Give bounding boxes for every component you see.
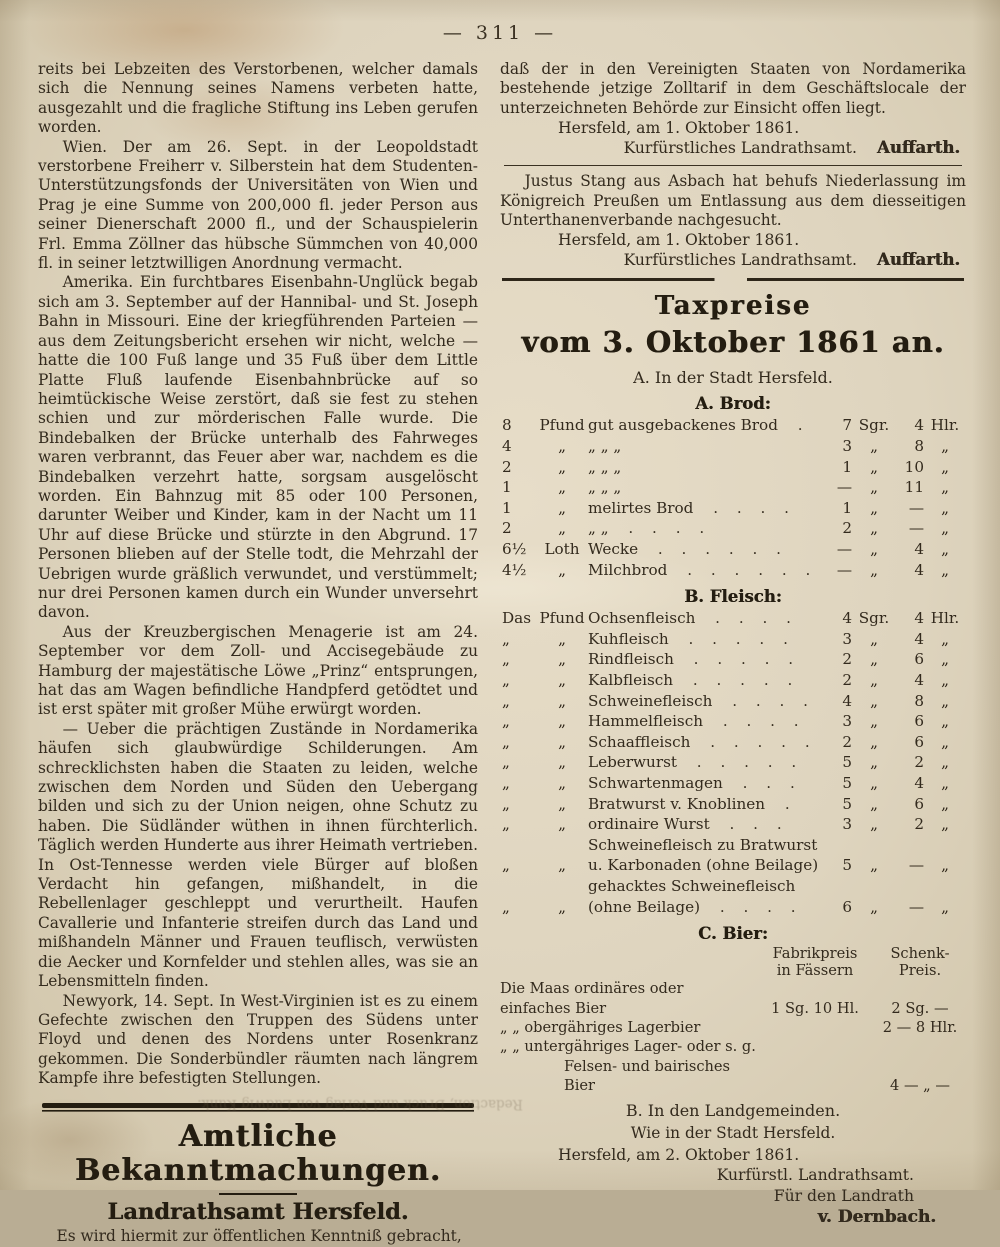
notice1-signer: Auffarth. — [876, 138, 960, 158]
schenkpreis-header: Schenk- Preis. — [890, 945, 950, 980]
notice2-signature — [500, 250, 966, 270]
news-paragraph-nordamerika: — Ueber die prächtigen Zustände in Nordamerika häufen sich glaubwürdige Schilderungen. Am schrecklichsten haben die Staaten zu leiden, welche zwischen dem Norden und Süden den Uebergang bilden und sich zu der Union neigen, ohne Schutz zu haben. Die Südländer wüthen in ihnen fürchterlich. Täglich werden Hunderte aus ihrer Heimath vertrieben. In Ost-Tennesse werden viele Bürger auf bloßen Verdacht hin gefangen, mißhandelt, in die Rebellenlager geschleppt und verurtheilt. Haufen Cavallerie und Infanterie streifen durch das Land und mißhandeln Männer und Frauen teuflisch, verwüsten die Aecker und Kornfelder und stehlen alles, was sie an Lebensmitteln finden. — [38, 719, 478, 991]
section-b-label: B. In den Landgemeinden. — [625, 1100, 841, 1120]
news-paragraph: reits bei Lebzeiten des Verstorbenen, welcher damals sich die Nennung seines Namens verbeten hatte, ausgezahlt und die fragliche Stiftung ins Leben gerufen worden. — [38, 60, 478, 137]
price-row: 2 „ „ „ „ 1 „ 10 „ — [502, 457, 949, 476]
fabrikpreis-header: Fabrikpreis in Fässern — [772, 945, 858, 980]
price-row: 1 „ melirtes Brod . . . . 1 „ — „ — [502, 498, 949, 517]
right-column — [500, 60, 966, 1247]
bier-price-row: „ „ obergähriges Lagerbier 2 — 8 Hlr. — [500, 1018, 958, 1036]
bier-price-table — [500, 979, 966, 1095]
bier-price-row: „ „ untergähriges Lager- oder s. g. Felsen- und bairisches Bier 4 — „ — — [500, 1038, 950, 1095]
heading-rule — [219, 1193, 297, 1196]
notice1-body: daß der in den Vereinigten Staaten von Nordamerika bestehende jetzige Zolltarif in dem Geschäftslocale der unterzeichneten Behörde zur Einsicht offen liegt. — [500, 60, 966, 117]
notice2-body: Justus Stang aus Asbach hat behufs Niederlassung im Königreich Preußen um Entlassung aus dem diesseitigen Unterthanenverbande nachgesucht. — [500, 172, 966, 230]
price-row: „ „ Bratwurst v. Knoblinen . 5 „ 6 „ — [502, 794, 949, 813]
notice2-office: Kurfürstliches Landrathsamt. — [623, 251, 857, 270]
price-row: 8 Pfund gut ausgebackenes Brod . 7 Sgr. 4 Hlr. — [502, 416, 960, 435]
fleisch-price-table — [500, 608, 966, 917]
fleisch-table-heading: B. Fleisch: — [684, 587, 782, 607]
notice2-dateline: Hersfeld, am 1. Oktober 1861. — [558, 231, 800, 250]
price-row: „ „ Schweinefleisch . . . . 4 „ 8 „ — [502, 691, 949, 710]
price-row: 1 „ „ „ „ — „ 11 „ — [502, 478, 949, 497]
page-number: — 311 — — [442, 22, 558, 44]
landrathsamt-heading: Landrathsamt Hersfeld. — [107, 1199, 409, 1226]
price-row: „ „ gehacktes Schweinefleisch (ohne Beilage) . . . . 6 „ — „ — [502, 876, 949, 916]
left-column — [38, 60, 478, 1247]
price-row: „ „ Hammelfleisch . . . . 3 „ 6 „ — [502, 712, 949, 731]
notice2-signer: Auffarth. — [876, 250, 960, 270]
notice1-office: Kurfürstliches Landrathsamt. — [623, 139, 857, 158]
taxpreise-date-title: vom 3. Oktober 1861 an. — [521, 325, 945, 360]
price-row: „ „ Rindfleisch . . . . . 2 „ 6 „ — [502, 650, 949, 669]
taxpreise-signer: v. Dernbach. — [817, 1206, 936, 1227]
taxpreise-office: Kurfürstl. Landrathsamt. — [716, 1165, 914, 1184]
price-row: „ „ Schaaffleisch . . . . . 2 „ 6 „ — [502, 732, 949, 751]
news-paragraph-menagerie: Aus der Kreuzbergischen Menagerie ist am 24. September vor dem Zoll- und Accisegebäude zu Hamburg der majestätische Löwe „Prinz“ entsprungen, hat das am Wagen befindliche Handpferd getödtet und ist erst später mit großer Mühe erwürgt worden. — [38, 622, 478, 719]
price-row: 4 „ „ „ „ 3 „ 8 „ — [502, 437, 949, 456]
notice1-dateline: Hersfeld, am 1. Oktober 1861. — [558, 119, 800, 138]
taxpreise-dateline: Hersfeld, am 2. Oktober 1861. — [558, 1145, 800, 1164]
bier-price-row: Die Maas ordinäres oder einfaches Bier 1 Sg. 10 Hl. 2 Sg. — — [500, 980, 949, 1017]
section-b-note: Wie in der Stadt Hersfeld. — [630, 1123, 836, 1142]
price-row: 4½ „ Milchbrod . . . . . . — „ 4 „ — [502, 560, 949, 579]
price-row: „ „ Kuhfleisch . . . . . 3 „ 4 „ — [502, 629, 949, 648]
notice-divider — [504, 165, 962, 166]
taxpreise-title: Taxpreise — [654, 291, 812, 322]
official-announcements-heading: Amtliche Bekanntmachungen. — [74, 1118, 442, 1188]
section-a-label: A. In der Stadt Hersfeld. — [633, 368, 833, 388]
taxpreise-for-landrath: Für den Landrath — [773, 1186, 914, 1205]
price-row: „ „ Kalbfleisch . . . . . 2 „ 4 „ — [502, 670, 949, 689]
price-row: Das Pfund Ochsenfleisch . . . . 4 Sgr. 4 Hlr. — [502, 609, 960, 628]
news-paragraph-newyork: Newyork, 14. Sept. In West-Virginien ist es zu einem Gefechte zwischen den Truppen des Südens unter Floyd und denen des Nordens unter Rosenkranz gekommen. Die Sonderbündler räumten nach längrem Kampfe ihre befestigten Stellungen. — [38, 991, 478, 1088]
bier-column-headers — [500, 945, 966, 979]
price-row: „ „ Leberwurst . . . . . 5 „ 2 „ — [502, 753, 949, 772]
price-row: 2 „ „ „ . . . . 2 „ — „ — [502, 519, 949, 538]
news-paragraph-amerika: Amerika. Ein furchtbares Eisenbahn-Unglück begab sich am 3. September auf der Hannibal- und St. Joseph Bahn in Missouri. Eine der kriegführenden Parteien — aus dem Zeitungsbericht ersehen wir nicht, welche — hatte die 100 Fuß lange und 35 Fuß über dem Little Platte Fluß laufende Eisenbahnbrücke auf so heimtückische Weise zerstört, daß sie fest zu stehen schien und zur mörderischen Falle wurde. Die Bindebalken der Brücke unterhalb des Fahrweges waren verbrannt, das Feuer aber war, nachdem es die Bindebalken verzehrt hatte, sorgsam ausgelöscht worden. Ein Bahnzug mit 85 oder 100 Personen, darunter Weiber und Kinder, kam in der Nacht um 11 Uhr auf diese Brücke und stürzte in den Abgrund. 17 Personen blieben auf der Stelle todt, die Mehrzahl der Uebrigen wurde gräßlich verwundet, und verstümmelt; nur drei Personen kamen durch ein Wunder unversehrt davon. — [38, 273, 478, 622]
columns — [38, 60, 966, 1247]
bleedthrough-imprint-line: Redaction, Druck und Verlag von Ludwig Kunk. — [197, 1096, 523, 1112]
news-paragraph-wien: Wien. Der am 26. Sept. in der Leopoldstadt verstorbene Freiherr v. Silberstein hat dem Studenten-Unterstützungsfonds der Universitäten von Wien und Prag je eine Summe von 200,000 fl. jeder Person aus seiner Dienerschaft 2000 fl., und der Schauspielerin Frl. Emma Zöllner das hübsche Sümmchen von 40,000 fl. in seiner letztwilligen Anordnung vermacht. — [38, 137, 478, 273]
notice1-signature — [500, 138, 966, 158]
price-row: „ „ Schwartenmagen . . . 5 „ 4 „ — [502, 773, 949, 792]
announcement-intro-line: Es wird hiermit zur öffentlichen Kenntniß gebracht, — [56, 1227, 462, 1246]
bier-table-heading: C. Bier: — [698, 924, 768, 944]
price-row: „ „ Schweinefleisch zu Bratwurst u. Karbonaden (ohne Beilage) 5 „ — „ — [502, 835, 949, 875]
price-row: „ „ ordinaire Wurst . . . 3 „ 2 „ — [502, 815, 949, 834]
brod-table-heading: A. Brod: — [695, 394, 771, 414]
price-row: 6½ Loth Wecke . . . . . . — „ 4 „ — [502, 540, 949, 558]
taxpreise-divider — [502, 278, 964, 281]
brod-price-table — [500, 415, 966, 580]
